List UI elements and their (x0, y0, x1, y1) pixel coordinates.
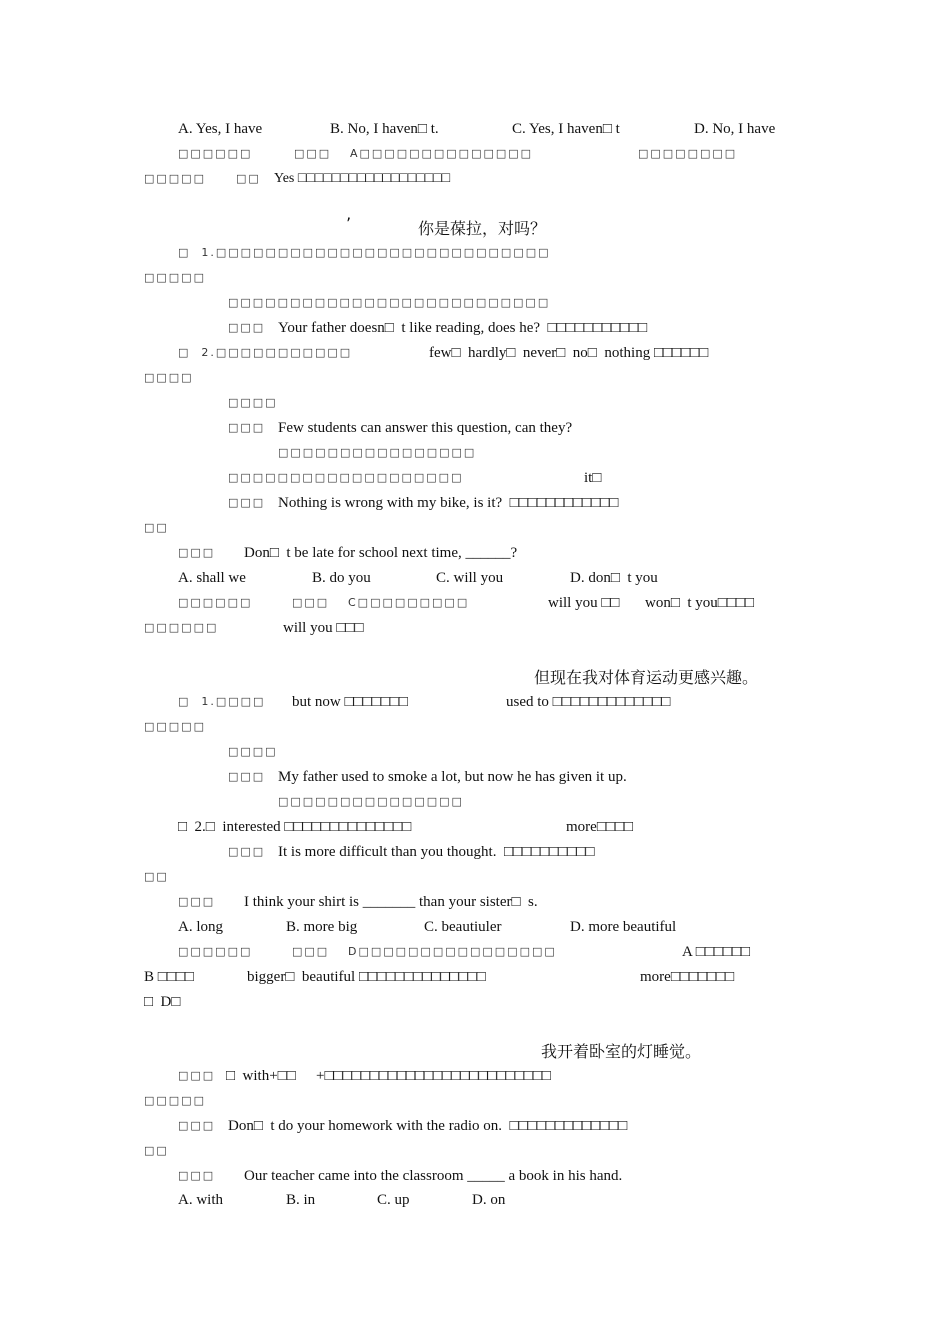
analysis-line: □ D□ (144, 994, 181, 1010)
rule-3-word: it□ (584, 470, 602, 486)
rule-phrase: □ with+□□ (226, 1068, 296, 1084)
analysis-line: bigger□ beautiful □□□□□□□□□□□□□□ (247, 969, 486, 985)
answer-label: □□□ (292, 596, 330, 609)
rule-1-phrase: used to □□□□□□□□□□□□□ (506, 694, 671, 710)
analysis-line: more□□□□□□□ (640, 969, 735, 985)
example-text: Few students can answer this question, can they? (278, 420, 573, 436)
rule-cont: □□□□□ (144, 1094, 206, 1107)
example-translation: □□□□□□□□□□□□□□□ (278, 795, 464, 808)
question-label: □□□ (178, 1169, 216, 1182)
section-heading: 我开着卧室的灯睡觉。 (541, 1042, 702, 1061)
option-b: B. more big (286, 919, 358, 935)
answer-label: □□□ (292, 945, 330, 958)
section-mark: ’ (346, 214, 352, 233)
rule-1-phrase: but now □□□□□□□ (292, 694, 408, 710)
rule-phrase: +□□□□□□□□□□□□□□□□□□□□□□□□□ (316, 1068, 551, 1084)
analysis-line: Yes □□□□□□□□□□□□□□□□□□ (274, 171, 451, 186)
rule-1-cont: □□□□□ (144, 271, 206, 284)
analysis-line: will you □□□ (283, 620, 364, 636)
example-end: □□ (144, 870, 169, 883)
option-c: C. beautiuler (424, 919, 502, 935)
question-text: Don□ t be late for school next time, ______? (244, 545, 518, 561)
question-text: Our teacher came into the classroom _____ a book in his hand. (244, 1168, 623, 1184)
example-text: My father used to smoke a lot, but now he has given it up. (278, 769, 627, 785)
example-label: □□□ (228, 845, 266, 858)
question-label: □□□ (178, 895, 216, 908)
analysis-label: □□□□□□ (178, 596, 253, 609)
option-d: D. No, I have (694, 121, 776, 137)
section-heading: 你是葆拉，对吗？ (418, 219, 547, 238)
option-d: D. more beautiful (570, 919, 677, 935)
option-c: C. Yes, I haven□ t (512, 121, 620, 137)
example-end: □□ (144, 521, 169, 534)
rule-2-cont: □□□□ (144, 371, 194, 384)
analysis-label: □□□□□□ (178, 945, 253, 958)
rule-1-cont: □□□□□ (144, 720, 206, 733)
analysis-tail: □□□□□□□□ (638, 147, 738, 160)
option-a: A. shall we (178, 570, 246, 586)
question-text: I think your shirt is _______ than your sister□ s. (244, 894, 538, 910)
analysis-line: B □□□□ (144, 969, 194, 985)
rule-1: □ 1.□□□□ (178, 695, 266, 708)
analysis-line: □□ (236, 172, 261, 185)
answer-label: □□□ (294, 147, 332, 160)
answer-text: D□□□□□□□□□□□□□□□□ (348, 945, 557, 958)
option-c: C. will you (436, 570, 504, 586)
option-a: A. Yes, I have (178, 121, 263, 137)
rule-2-sub: □□□□ (228, 396, 278, 409)
analysis-text: will you □□ (548, 595, 620, 611)
section-heading: 但现在我对体育运动更感兴趣。 (534, 668, 759, 687)
analysis-text: won□ t you□□□□ (645, 595, 755, 611)
option-c: C. up (377, 1192, 410, 1208)
option-b: B. in (286, 1192, 316, 1208)
rule-3: □□□□□□□□□□□□□□□□□□□ (228, 471, 464, 484)
option-d: D. don□ t you (570, 570, 658, 586)
example-label: □□□ (228, 321, 266, 334)
rule-2: □ 2.□□□□□□□□□□□ (178, 346, 353, 359)
answer-text: A□□□□□□□□□□□□□□ (350, 147, 534, 160)
answer-text: C□□□□□□□□□ (348, 596, 470, 609)
rule-label: □□□ (178, 1069, 216, 1082)
analysis-label: □□□□□□ (178, 147, 253, 160)
rule-1-detail: □□□□□□□□□□□□□□□□□□□□□□□□□□ (228, 296, 551, 309)
example-text: It is more difficult than you thought. □□□□□□□□□□ (278, 844, 595, 860)
example-end: □□ (144, 1144, 169, 1157)
analysis-line: □□□□□□ (144, 621, 219, 634)
example-label: □□□ (228, 496, 266, 509)
example-text: Don□ t do your homework with the radio on. □□□□□□□□□□□□□ (228, 1118, 628, 1134)
rule-1-sub: □□□□ (228, 745, 278, 758)
example-text: Nothing is wrong with my bike, is it? □□□□□□□□□□□□ (278, 495, 619, 511)
example-label: □□□ (178, 1119, 216, 1132)
example-label: □□□ (228, 770, 266, 783)
example-text: Your father doesn□ t like reading, does he? □□□□□□□□□□□ (278, 320, 648, 336)
rule-2-word: more□□□□ (566, 819, 634, 835)
example-label: □□□ (228, 421, 266, 434)
option-b: B. do you (312, 570, 371, 586)
example-translation: □□□□□□□□□□□□□□□□ (278, 446, 477, 459)
option-a: A. with (178, 1192, 223, 1208)
option-b: B. No, I haven□ t. (330, 121, 439, 137)
rule-2: □ 2.□ interested □□□□□□□□□□□□□□ (178, 819, 412, 835)
option-a: A. long (178, 919, 223, 935)
analysis-line: □□□□□ (144, 172, 206, 185)
question-label: □□□ (178, 546, 216, 559)
rule-1: □ 1.□□□□□□□□□□□□□□□□□□□□□□□□□□□ (178, 246, 551, 259)
rule-2-words: few□ hardly□ never□ no□ nothing □□□□□□ (429, 345, 709, 361)
option-d: D. on (472, 1192, 506, 1208)
analysis-text: A □□□□□□ (682, 944, 751, 960)
